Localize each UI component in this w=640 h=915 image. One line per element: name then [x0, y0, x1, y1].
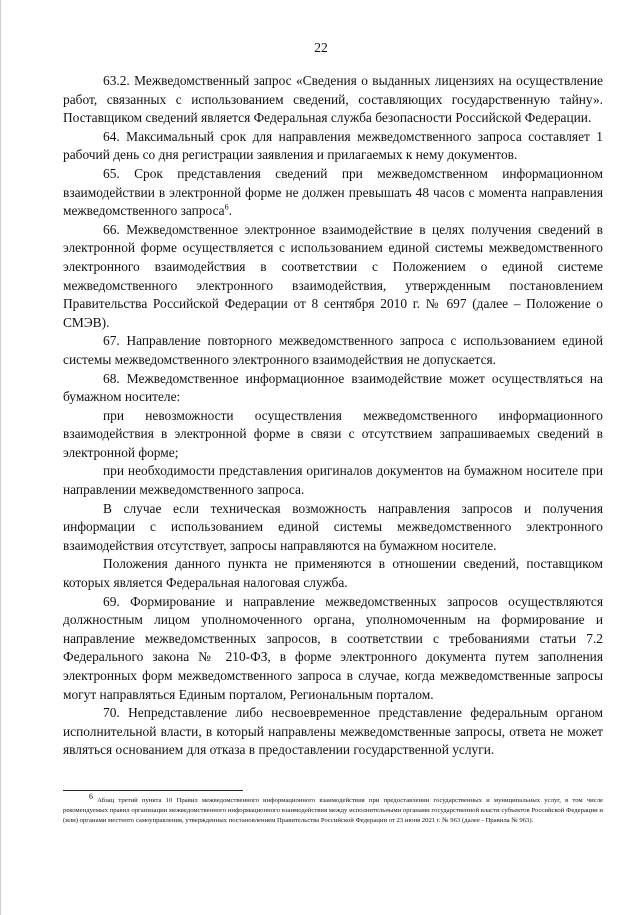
- paragraph-68-item-2: при необходимости представления оригиналов документов на бумажном носителе при направлении межведомственного запроса.: [63, 463, 603, 498]
- paragraph-68-note: В случае если техническая возможность направления запросов и получения информации с использованием единой системы межведомственного электронного взаимодействия отсутствует, запросы направляются на бумажном носителе.: [63, 500, 603, 553]
- page-number: 22: [314, 40, 328, 55]
- paragraph-64: 64. Максимальный срок для направления межведомственного запроса составляет 1 рабочий день со дня регистрации заявления и прилагаемых к нему документов.: [63, 128, 603, 163]
- footnote-text: Абзац третий пункта 10 Правил межведомственного информационного взаимодействия при предоставлении государственных и муниципальных услуг, в том числе рекомендуемых правил организации межведомственного информационного взаимодействия между исполнительными органами государственной власти субъектов Российской Федерации и (или) органами местного самоуправления, утвержденных постановлением Правительства Российской Федерации от 23 июня 2021 г. № 963 (далее - Правила № 963).: [63, 797, 603, 825]
- paragraph-68-exception: Положения данного пункта не применяются в отношении сведений, поставщиком которых является Федеральная налоговая служба.: [63, 556, 603, 591]
- paragraph-65: 65. Срок представления сведений при межведомственном информационном взаимодействии в электронной форме не должен превышать 48 часов с момента направления межведомственного запроса$^6$.: [63, 165, 603, 219]
- paragraph-68: 68. Межведомственное информационное взаимодействие может осуществляться на бумажном носителе:: [63, 370, 603, 405]
- footnote-marker: 6: [89, 791, 93, 801]
- paragraph-63-2: 63.2. Межведомственный запрос «Сведения о выданных лицензиях на осуществление работ, связанных с использованием сведений, составляющих государственную тайну». Поставщиком сведений является Федеральная служба безопасности Российской Федерации.: [63, 73, 603, 126]
- paragraph-70: 70. Непредставление либо несвоевременное представление федеральным органом исполнительной власти, в который направлены межведомственные запросы, ответа не может являться основанием для отказа в предоставлении государственной услуги.: [63, 705, 603, 758]
- paragraph-67: 67. Направление повторного межведомственного запроса с использованием единой системы межведомственного электронного взаимодействия не допускается.: [63, 333, 603, 367]
- document-body: [63, 72, 603, 760]
- paragraph-68-item-1: при невозможности осуществления межведомственного информационного взаимодействия в электронной форме в связи с отсутствием запрашиваемых сведений в электронной форме;: [63, 407, 603, 460]
- footnote: [63, 791, 603, 827]
- paragraph-69: 69. Формирование и направление межведомственных запросов осуществляются должностным лицом уполномоченного органа, уполномоченным на формирование и направление межведомственных запросов, в соответствии с требованиями статьи 7.2 Федерального закона № 210-ФЗ, в форме электронного документа путем заполнения электронных форм межведомственного запроса в случае, когда межведомственные запросы могут направляться Единым порталом, Региональным порталом.: [63, 593, 603, 702]
- footnote-ref[interactable]: 6: [224, 202, 229, 212]
- paragraph-66: 66. Межведомственное электронное взаимодействие в целях получения сведений в электронной форме осуществляется с использованием единой системы межведомственного электронного взаимодействия в соответствии с Положением о единой системе межведомственного электронного взаимодействия, утвержденным постановлением Правительства Российской Федерации от 8 сентября 2010 г. № 697 (далее – Положение о СМЭВ).: [63, 221, 603, 330]
- paragraph-65-text: 65. Срок представления сведений при межведомственном информационном взаимодействии в электронной форме не должен превышать 48 часов с момента направления межведомственного запроса: [63, 165, 603, 219]
